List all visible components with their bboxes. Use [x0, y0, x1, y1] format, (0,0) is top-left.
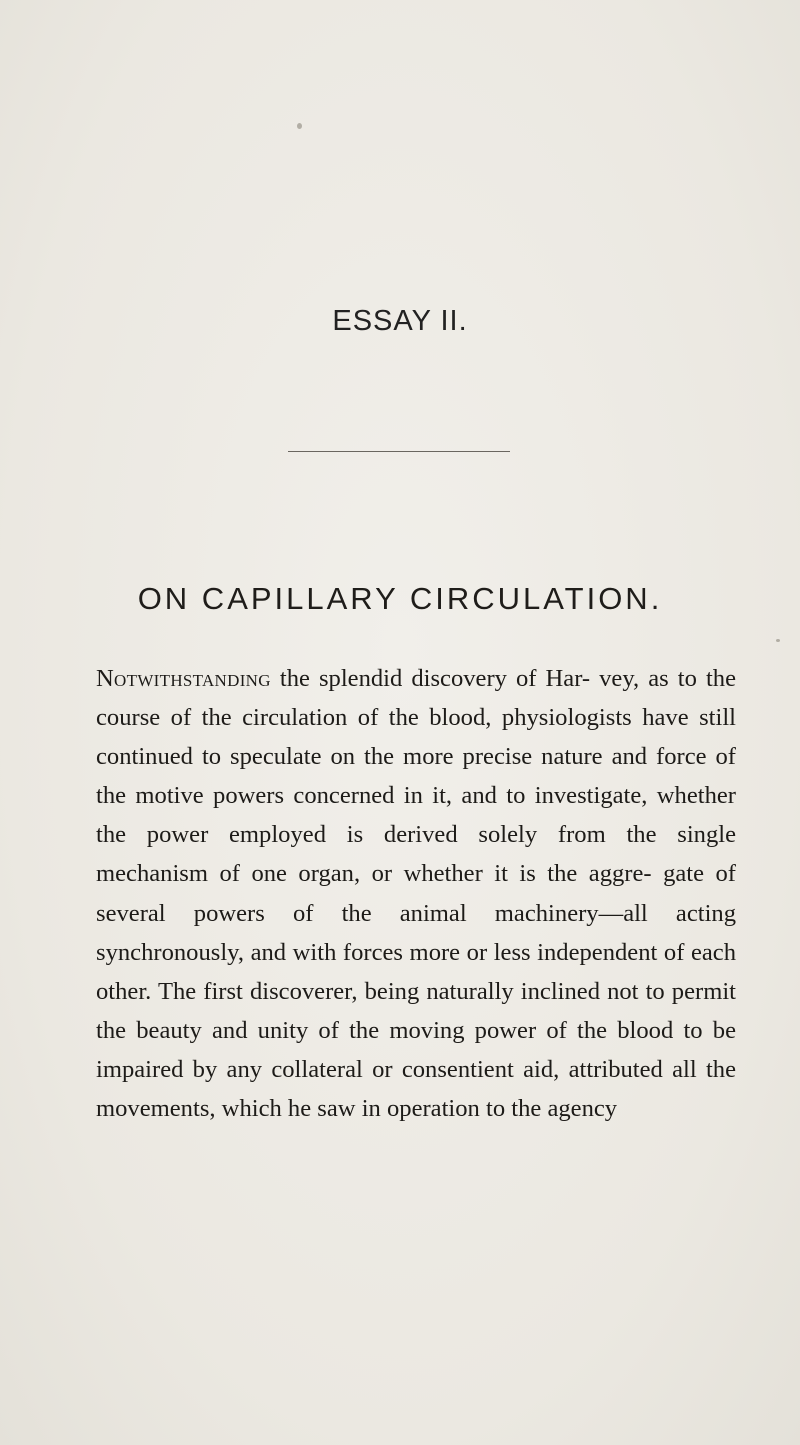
paper-speck — [297, 123, 302, 129]
essay-title: ESSAY II. — [332, 305, 468, 337]
paragraph-text: the splendid discovery of Har- vey, as to the course of the circulation of the blood, physiologists have still continued to speculate on the more precise nature and force of the motive powers concerned in it, and to investigate, whether the power employed is derived solely from the single mechanism of one organ, or whether it is the aggre- gate of several powers of the animal machinery—all acting synchronously, and with forces more or less independent of each other. The first discoverer, being naturally inclined not to permit the beauty and unity of the moving power of the blood to be impaired by any collateral or consentient aid, attributed all the movements, which he saw in operation to the agency — [96, 665, 736, 1123]
paragraph-lead-word: Notwithstanding — [96, 665, 271, 692]
body-paragraph — [96, 659, 736, 1128]
paper-speck — [776, 639, 780, 642]
essay-subtitle: ON CAPILLARY CIRCULATION. — [137, 581, 663, 616]
title-divider — [288, 451, 510, 452]
